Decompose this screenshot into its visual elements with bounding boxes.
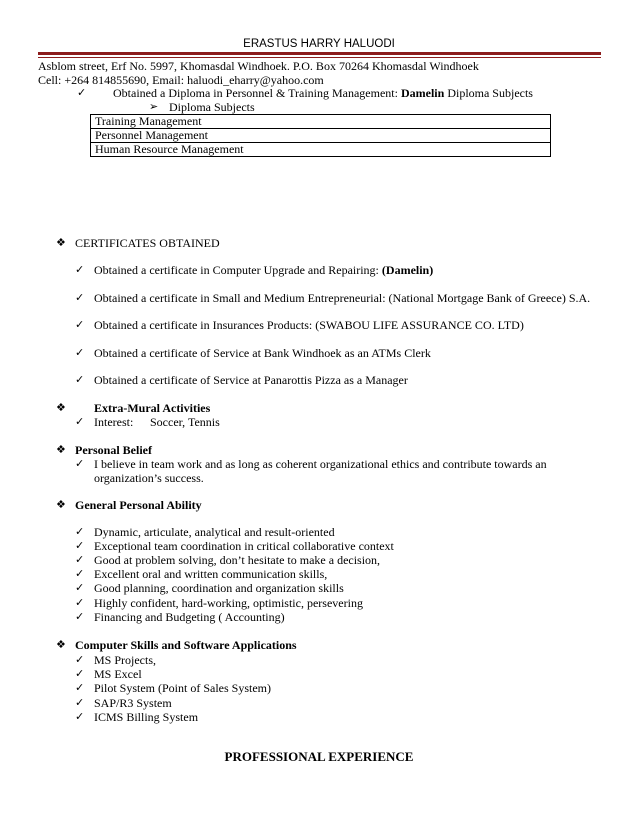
resume-name: ERASTUS HARRY HALUODI	[243, 38, 395, 50]
computer-item: MS Excel	[94, 667, 142, 681]
diamond-icon: ❖	[56, 638, 66, 651]
check-icon: ✓	[75, 567, 85, 580]
diploma-subjects-table	[90, 114, 551, 157]
ability-item: Excellent oral and written communication skills,	[94, 567, 328, 581]
diploma-text: Obtained a Diploma in Personnel & Training Management:	[113, 86, 401, 100]
check-icon: ✓	[75, 525, 85, 538]
ability-item: Good at problem solving, don’t hesitate to make a decision,	[94, 553, 381, 567]
belief-text: I believe in team work and as long as coherent organizational ethics and contribute towards an organization’s success.	[94, 457, 547, 485]
table-row	[91, 143, 551, 157]
check-icon: ✓	[75, 415, 85, 428]
check-icon: ✓	[75, 596, 85, 609]
diploma-line	[113, 86, 533, 100]
address-line: Asblom street, Erf No. 5997, Khomasdal Windhoek. P.O. Box 70264 Khomasdal Windhoek	[38, 59, 479, 73]
diamond-icon: ❖	[56, 401, 66, 414]
check-icon: ✓	[75, 667, 85, 680]
computer-item: MS Projects,	[94, 653, 157, 667]
check-icon: ✓	[75, 373, 85, 386]
interest-value: Soccer, Tennis	[150, 415, 220, 429]
header-rule-thin	[38, 57, 601, 58]
computer-item: Pilot System (Point of Sales System)	[94, 681, 272, 695]
diploma-suffix: Diploma Subjects	[444, 86, 533, 100]
check-icon: ✓	[75, 346, 85, 359]
certificate-item: Obtained a certificate in Small and Medium Entrepreneurial: (National Mortgage Bank of Greece) S.A.	[94, 291, 591, 305]
table-row	[91, 115, 551, 129]
ability-item: Dynamic, articulate, analytical and result-oriented	[94, 525, 335, 539]
header-rule	[38, 52, 601, 55]
subject-cell: Human Resource Management	[91, 143, 551, 157]
diploma-subjects-label: Diploma Subjects	[169, 100, 255, 114]
diamond-icon: ❖	[56, 443, 66, 456]
belief-heading: Personal Belief	[75, 443, 152, 457]
check-icon: ✓	[75, 263, 85, 276]
computer-heading: Computer Skills and Software Applications	[75, 638, 297, 652]
certificates-heading: CERTIFICATES OBTAINED	[75, 236, 220, 250]
ability-item: Financing and Budgeting ( Accounting)	[94, 610, 285, 624]
check-icon: ✓	[75, 710, 85, 723]
check-icon: ✓	[75, 291, 85, 304]
certificate-item: Obtained a certificate in Insurances Products: (SWABOU LIFE ASSURANCE CO. LTD)	[94, 318, 524, 332]
certificate-text: Obtained a certificate in Computer Upgrade and Repairing:	[94, 263, 382, 277]
check-icon: ✓	[77, 86, 87, 99]
arrow-icon: ➢	[149, 100, 159, 113]
ability-item: Good planning, coordination and organization skills	[94, 581, 344, 595]
check-icon: ✓	[75, 539, 85, 552]
check-icon: ✓	[75, 581, 85, 594]
experience-heading: PROFESSIONAL EXPERIENCE	[224, 749, 414, 764]
check-icon: ✓	[75, 318, 85, 331]
ability-item: Highly confident, hard-working, optimistic, persevering	[94, 596, 363, 610]
certificate-bold: (Damelin)	[381, 263, 434, 277]
check-icon: ✓	[75, 696, 85, 709]
computer-item: SAP/R3 System	[94, 696, 172, 710]
diploma-institution: Damelin	[400, 86, 445, 100]
certificate-item	[94, 263, 433, 277]
table-row	[91, 129, 551, 143]
check-icon: ✓	[75, 653, 85, 666]
ability-item: Exceptional team coordination in critical collaborative context	[94, 539, 394, 553]
interest-label: Interest:	[94, 415, 134, 429]
diamond-icon: ❖	[56, 498, 66, 511]
computer-item: ICMS Billing System	[94, 710, 199, 724]
contact-line: Cell: +264 814855690, Email: haluodi_eharry@yahoo.com	[38, 73, 324, 87]
check-icon: ✓	[75, 681, 85, 694]
check-icon: ✓	[75, 457, 85, 470]
certificate-item: Obtained a certificate of Service at Panarottis Pizza as a Manager	[94, 373, 408, 387]
extra-mural-heading: Extra-Mural Activities	[94, 401, 211, 415]
check-icon: ✓	[75, 610, 85, 623]
check-icon: ✓	[75, 553, 85, 566]
subject-cell: Personnel Management	[91, 129, 551, 143]
subject-cell: Training Management	[91, 115, 551, 129]
certificate-item: Obtained a certificate of Service at Bank Windhoek as an ATMs Clerk	[94, 346, 431, 360]
ability-heading: General Personal Ability	[75, 498, 202, 512]
diamond-icon: ❖	[56, 236, 66, 249]
